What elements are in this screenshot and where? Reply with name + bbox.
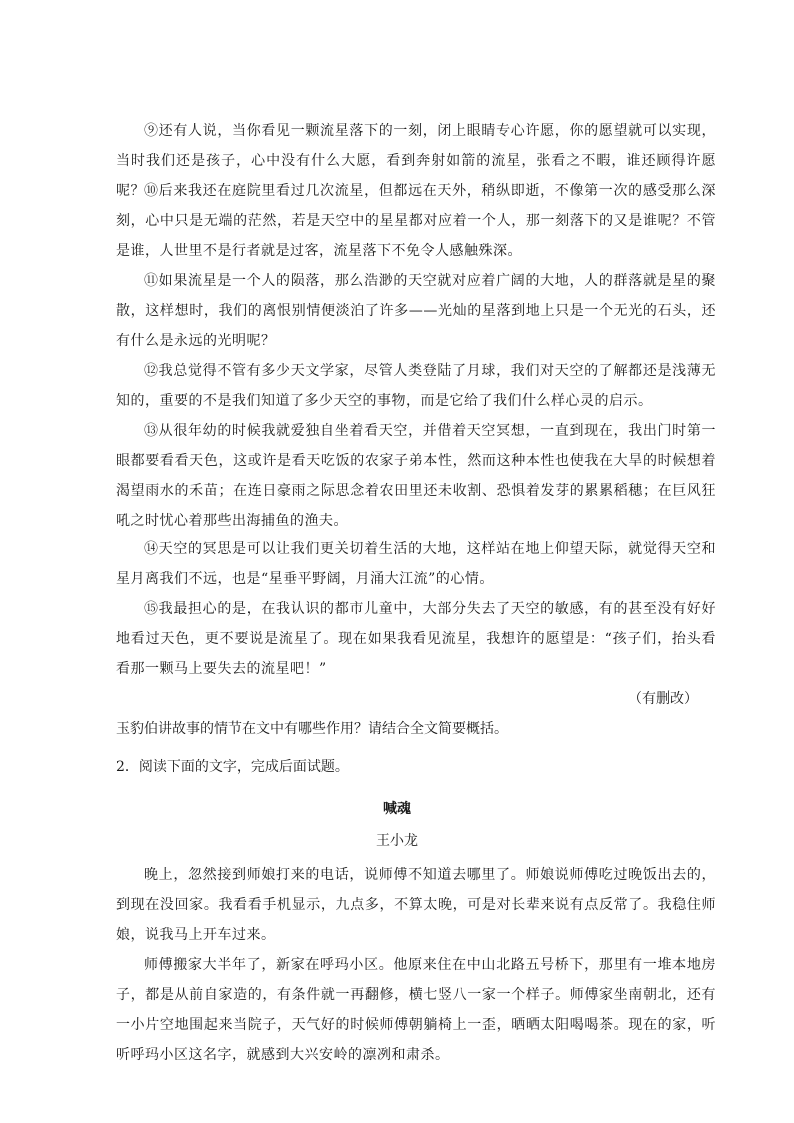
paragraph-11: ⑪如果流星是一个人的陨落，那么浩渺的天空就对应着广阔的大地，人的群落就是星的聚散，这样想时，我们的离恨别情便淡泊了许多——光灿的星落到地上只是一个无光的石头，还有什么是永远的光明呢？ — [116, 273, 716, 349]
story-paragraph-1: 晚上，忽然接到师娘打来的电话，说师傅不知道去哪里了。师娘说师傅吃过晚饭出去的，到现在没回家。我看看手机显示，九点多，不算太晚，可是对长辈来说有点反常了。我稳住师娘，说我马上开车过来。 — [116, 867, 716, 943]
passage-title: 喊魂 — [383, 801, 411, 817]
story-paragraph-2: 师傅搬家大半年了，新家在呼玛小区。他原来住在中山北路五号桥下，那里有一堆本地房子，都是从前自家造的，有条件就一再翻修，横七竖八一家一个样子。师傅家坐南朝北，还有一小片空地围起来当院子，天气好的时候师傅朝躺椅上一歪，晒晒太阳喝喝茶。现在的家，听听呼玛小区这名字，就感到大兴安岭的凛冽和肃杀。 — [116, 957, 716, 1063]
paragraph-9: ⑨还有人说，当你看见一颗流星落下的一刻，闭上眼睛专心许愿，你的愿望就可以实现，当时我们还是孩子，心中没有什么大愿，看到奔射如箭的流星，张看之不暇，谁还顾得许愿呢？ — [116, 123, 716, 199]
paragraph-14: ⑭天空的冥思是可以让我们更关切着生活的大地，这样站在地上仰望天际，就觉得天空和星月离我们不远，也是“星垂平野阔，月涌大江流”的心情。 — [116, 541, 716, 587]
source-note: （有删改） — [628, 691, 698, 707]
paragraph-10: ⑩后来我还在庭院里看过几次流星，但都远在天外，稍纵即逝，不像第一次的感受那么深刻，心中只是无端的茫然，若是天空中的星星都对应着一个人，那一刻落下的又是谁呢？不管是谁，人世里不是行者就是过客，流星落下不免令人感触殊深。 — [116, 183, 716, 259]
paragraph-12: ⑫我总觉得不管有多少天文学家，尽管人类登陆了月球，我们对天空的了解都还是浅薄无知的，重要的不是我们知道了多少天空的事物，而是它给了我们什么样心灵的启示。 — [116, 363, 716, 409]
paragraph-15: ⑮我最担心的是，在我认识的都市儿童中，大部分失去了天空的敏感，有的甚至没有好好地看过天色，更不要说是流星了。现在如果我看见流星，我想许的愿望是：“孩子们，抬头看看那一颗马上要失去的流星吧！” — [116, 601, 716, 677]
paragraph-13: ⑬从很年幼的时候我就爱独自坐着看天空，并借着天空冥想，一直到现在，我出门时第一眼都要看看天色，这或许是看天吃饭的农家子弟本性，然而这种本性也使我在大旱的时候想着渴望雨水的禾苗；在连日豪雨之际思念着农田里还未收割、恐惧着发芽的累累稻穗；在巨风狂吼之时忧心着那些出海捕鱼的渔夫。 — [116, 423, 716, 529]
question-2-prompt: 2．阅读下面的文字，完成后面试题。 — [116, 759, 349, 775]
passage-author: 王小龙 — [376, 833, 418, 849]
question-1: 玉豹伯讲故事的情节在文中有哪些作用？请结合全文简要概括。 — [116, 721, 508, 737]
